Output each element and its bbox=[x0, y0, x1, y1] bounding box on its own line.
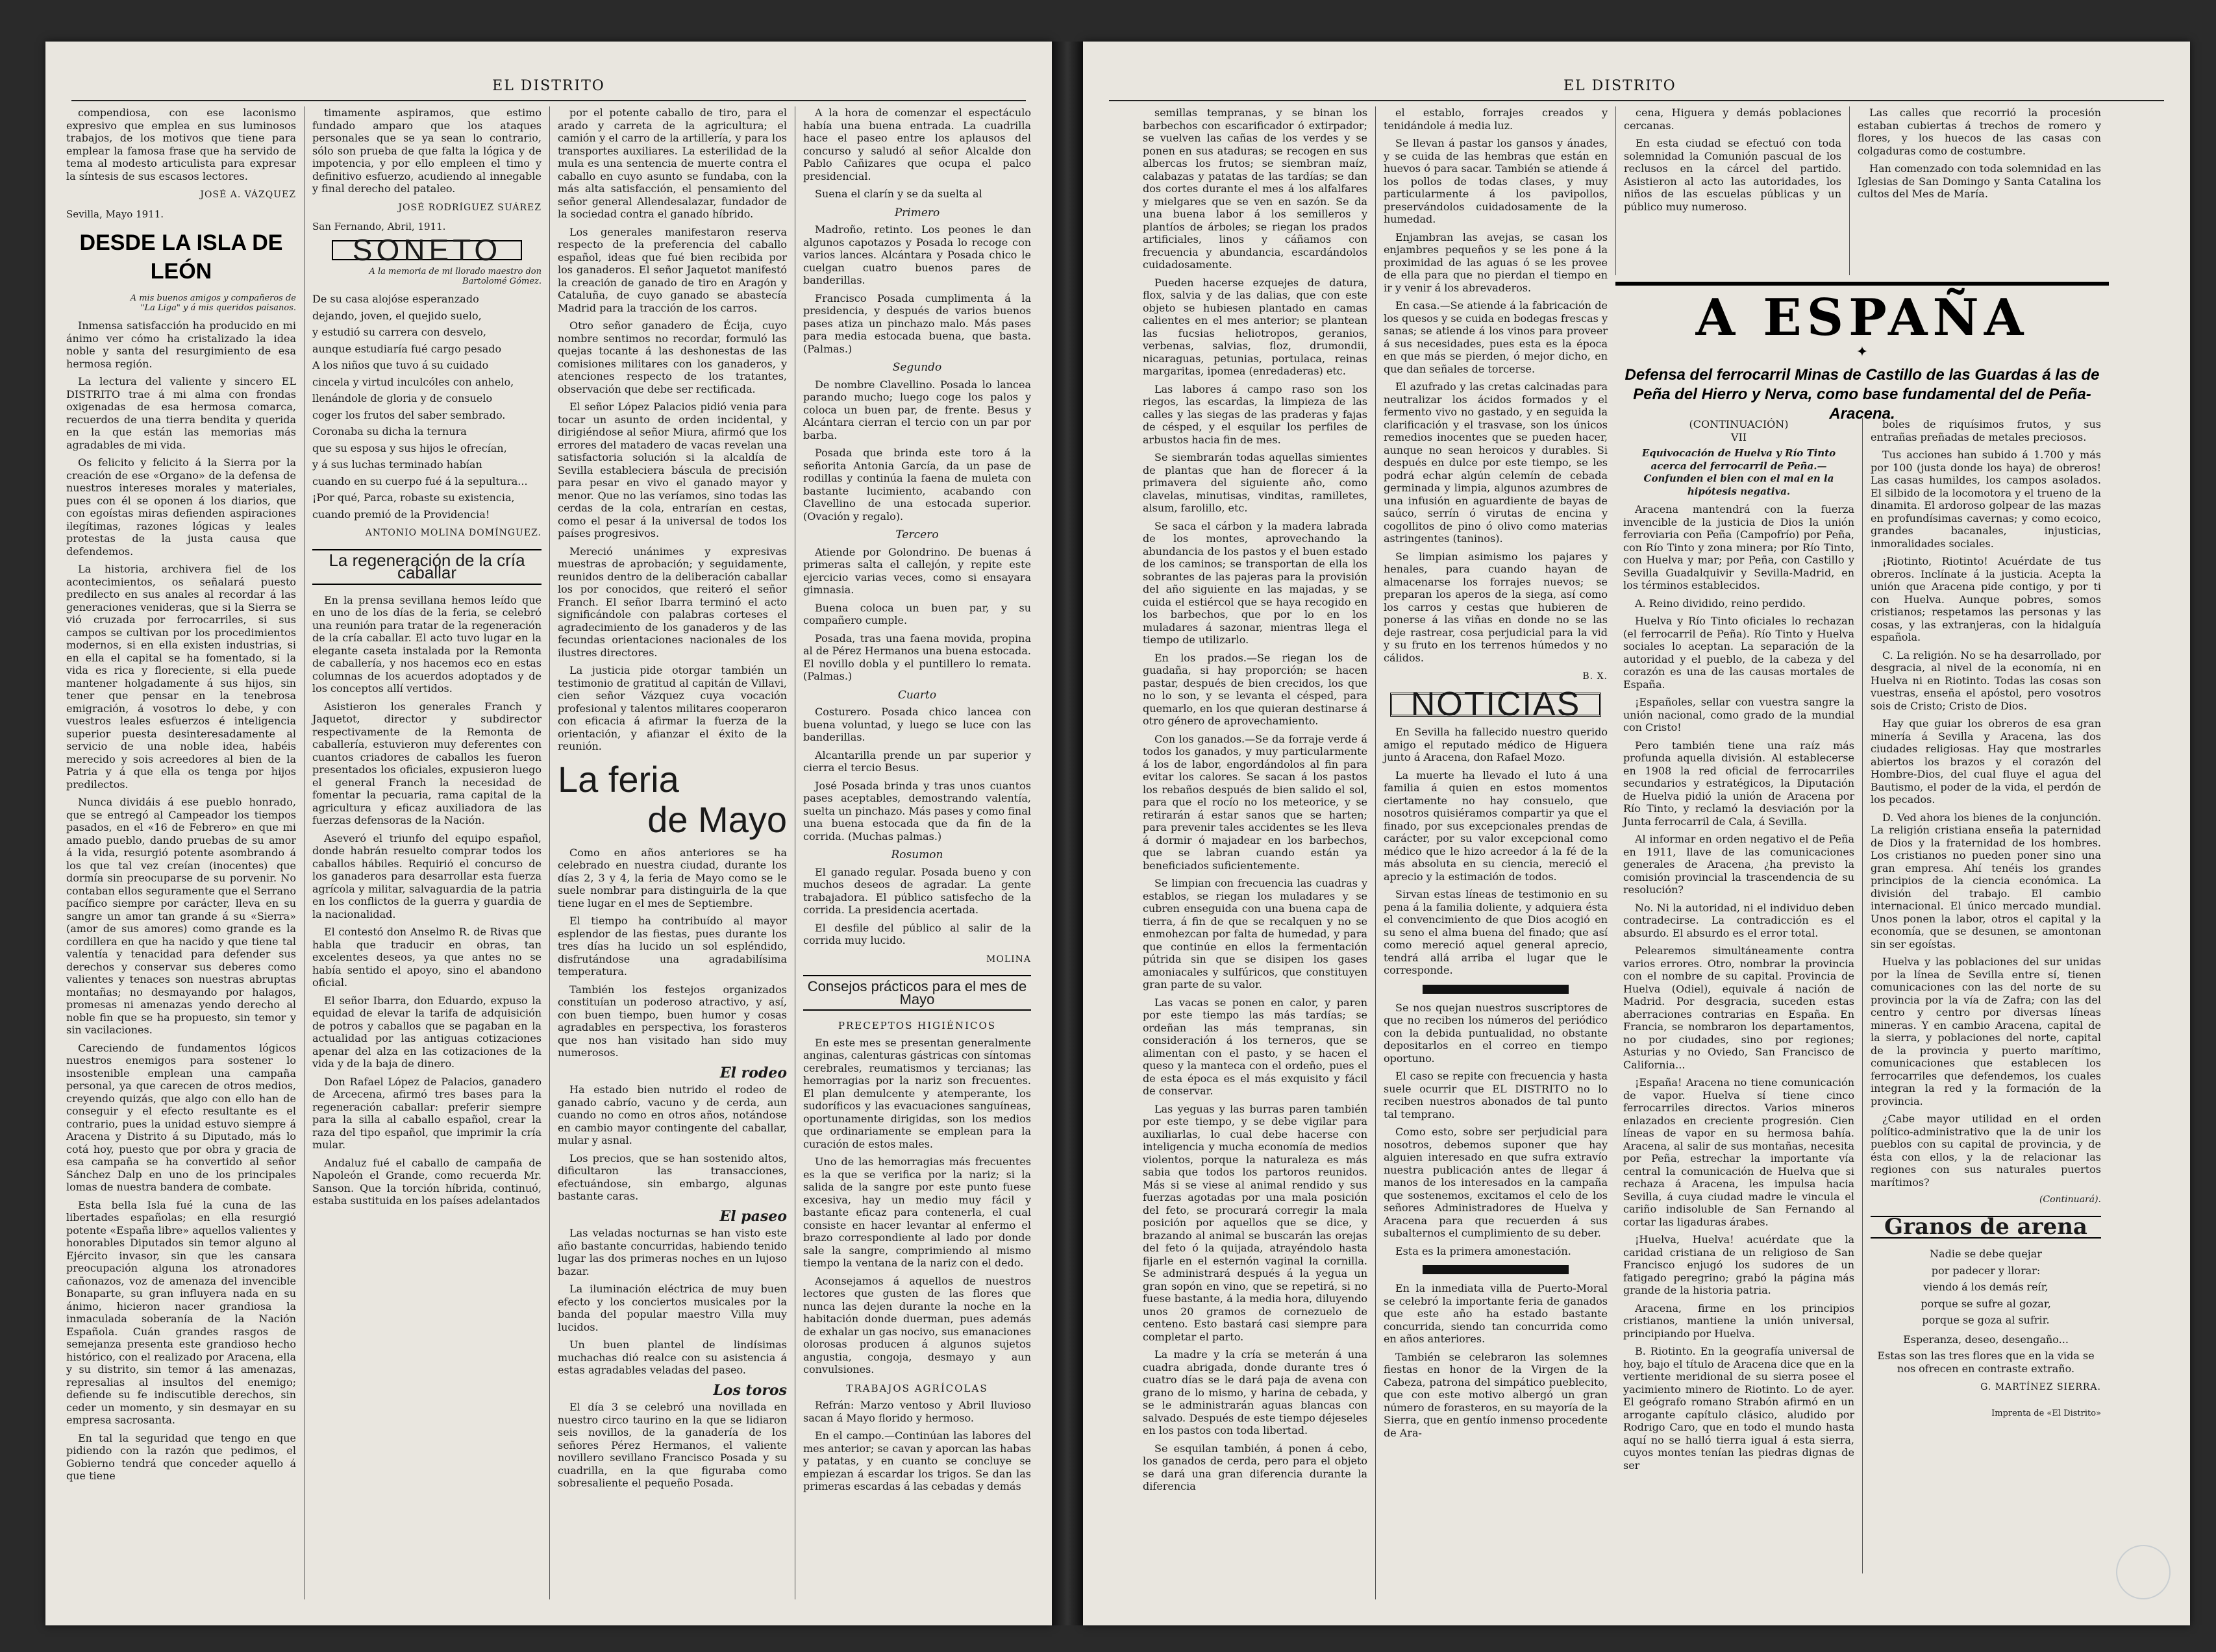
subhead: Tercero bbox=[895, 528, 939, 541]
article-paragraph: Sirvan estas líneas de testimonio en su pena á la familia doliente, y adquiera ésta el convencimiento de que Dios acogió en su seno el alma buena del finado; que así como mereció aquel general aprecio, tendrá allá arriba el lugar que le corresponde. bbox=[1384, 888, 1608, 976]
article-paragraph: La madre y la cría se meterán á una cuadra abrigada, donde durante tres ó cuatro días se le dará paja de avena con grano de lo mismo, y harina de cebada, y se le administrarán aguas blancas con salvado. Después de este tiempo déjeseles en los pastos con toda libertad. bbox=[1143, 1348, 1367, 1436]
article-paragraph: La iluminación eléctrica de muy buen efecto y los conciertos musicales por la banda del popular maestro Villa muy lucidos. bbox=[558, 1283, 787, 1333]
poem-line: A los niños que tuvo á su cuidado bbox=[312, 359, 489, 371]
headline: La regeneración de la cría caballar bbox=[312, 549, 542, 585]
headline: SONETO bbox=[332, 240, 522, 261]
article-paragraph: A la hora de comenzar el espectáculo había una buena entrada. La cuadrilla hace el paseo entre los aplausos del concurso y saludó al señor Alcalde don Pablo Cañizares que ocupa el palco presidencial. bbox=[803, 106, 1031, 182]
article-paragraph: La historia, archivera fiel de los acontecimientos, os señalará puesto predilecto en sus anales al recordar á las generaciones venideras, que si la Sierra se vió cruzada por ferrocarriles, si sus campos se cultivan por los procedimientos modernos, si en ella existen industrias, si en ella el capital se ha fomentado, si la vida es rica y floreciente, si ella puede mantener holgadamente á sus hijos, sin tener que pensar en la tenebrosa emigración, á vosotros lo debe, y con vuestros leales esfuerzos é inteligencia superior puesta desinteresadamente al servicio de una noble idea, habéis merecido y sois acreedores al bien de la Patria y á que ella os tenga por hijos predilectos. bbox=[66, 563, 296, 791]
article-paragraph: B. Riotinto. En la geografía universal de hoy, bajo el título de Aracena dice que en la vertiente meridional de su sierra posee el yacimiento minero de Riotinto. Lo de ayer. El geógrafo romano Strabón afirmó en un arrogante capítulo clásico, aludido por Rodrigo Caro, que en todo el mundo hasta aquí no se halló tierra igual á esta sierra, cuyos montes tenían las piedras dignas de ser bbox=[1623, 1345, 1854, 1472]
dateline: San Fernando, Abril, 1911. bbox=[312, 221, 446, 232]
dedication: A la memoria de mi llorado maestro don Bartolomé Gómez. bbox=[369, 267, 542, 286]
subhead: PRECEPTOS HIGIÉNICOS bbox=[838, 1020, 997, 1031]
signature: ANTONIO MOLINA DOMÍNGUEZ. bbox=[365, 528, 542, 538]
article-paragraph: Suena el clarín y se da suelta al bbox=[815, 188, 982, 200]
article-paragraph: Esta es la primera amonestación. bbox=[1395, 1244, 1571, 1257]
article-paragraph: De nombre Clavellino. Posada lo lancea parando mucho; luego coge los palos y coloca un buen par, de frente. Besus y Alcántara cierran el tercio con un par por barba. bbox=[803, 378, 1031, 441]
article-paragraph: Las yeguas y las burras paren también por este tiempo, y se debe vigilar para auxiliarlas, lo cual debe hacerse con inteligencia y mucha economía de medios violentos, porque la naturaleza es más sabia que todos los partoros reunidos. Más si se viese al animal rendido y sus fuerzas agotadas por una mala posición del feto, se procurará corregir la mala posición por aquellos que se dice, y brazando al animal se buscarán las orejas del feto ó la quijada, atrayéndolo hasta fijarle en el esternón vaginal la cornilla. Se administrará después á la yegua un gran sopón en vino, que se repetirá, si no fuese bastante, á la media hora, diluyendo unos 20 gramos de cornezuelo de centeno. Esto bastará casi siempre para completar el parto. bbox=[1143, 1102, 1367, 1343]
running-head: EL DISTRITO bbox=[492, 78, 605, 94]
headline: DESDE LA ISLA DE LEÓN bbox=[79, 230, 283, 284]
article-paragraph: José Posada brinda y tras unos cuantos pases aceptables, demostrando valentía, suelta un pinchazo. Más pases y como final una buena estocada que da fin de la corrida. (Muchas palmas.) bbox=[803, 779, 1031, 843]
article-paragraph: por el potente caballo de tiro, para el arado y carreta de la agricultura; el camión y el carro de la artillería, y para los transportes auxiliares. La esterilidad de la mula es una sentencia de muerte contra el caballo en cuyo asunto se fundaba, con la más alta satisfacción, el pensamiento del señor general Allendesalazar, fundador de la sociedad contra el ganado híbrido. bbox=[558, 106, 787, 220]
article-paragraph: Buena coloca un buen par, y su compañero cumple. bbox=[803, 601, 1031, 626]
article-paragraph: Se limpian con frecuencia las cuadras y establos, se riegan los muladares y se cubren enseguida con una buena capa de tierra, á fin de que se recalquen y no se enmohezcan por falta de humedad, y para que continúe en ellos la fermentación pútrida sin que se disipen los gases amoniacales y sulfúricos, que constituyen gran parte de su valor. bbox=[1143, 877, 1367, 991]
signature: JOSÉ RODRÍGUEZ SUÁREZ bbox=[398, 202, 542, 213]
article-paragraph: Posada que brinda este toro á la señorita Antonia García, da un pase de rodillas y continúa la faena de muleta con bastante lucimiento, acabando con Clavellino de una estocada superior. (Ovación y regalo). bbox=[803, 447, 1031, 523]
article-paragraph: Al informar en orden negativo el de Peña en 1911, llave de las comunicaciones generales de Aracena, ¿ha previsto la comisión provincial la trascendencia de su resolución? bbox=[1623, 833, 1854, 896]
article-paragraph: En Sevilla ha fallecido nuestro querido amigo el reputado médico de Higuera junto á Aracena, don Rafael Mozo. bbox=[1384, 726, 1608, 763]
article-paragraph: Ha estado bien nutrido el rodeo de ganado cabrío, vacuno y de cerda, aun cuando no como en otros años, notándose en cambio mayor contingente del caballar, mular y asnal. bbox=[558, 1083, 787, 1146]
headline bbox=[558, 759, 787, 840]
article-paragraph: El señor Ibarra, don Eduardo, expuso la equidad de elevar la tarifa de adquisición de potros y caballos que se pagaban en la actualidad por las antiguas cotizaciones apenar del alza en las cotizaciones de la vida y de la baja de dinero. bbox=[312, 994, 542, 1070]
subhead: El paseo bbox=[719, 1207, 787, 1225]
article-paragraph: ¿Cabe mayor utilidad en el orden político-administrativo que la de unir los pueblos con su capital de provincia, y de ésta con ellos, y la de relacionar las regiones con sus naturales puertos marítimos? bbox=[1871, 1113, 2101, 1189]
poem-line: coger los frutos del saber sembrado. bbox=[312, 408, 506, 421]
signature: G. MARTÍNEZ SIERRA. bbox=[1980, 1382, 2101, 1392]
article-paragraph: A. Reino dividido, reino perdido. bbox=[1635, 597, 1806, 610]
poem-line: De su casa alojóse esperanzado bbox=[312, 293, 479, 305]
article-paragraph: También los festejos organizados constituían un poderoso atractivo, y así, con buen tiempo, buen humor y cosas agradables en perspectiva, los forasteros que nos han visitado han sido muy numerosos. bbox=[558, 983, 787, 1059]
article-paragraph: La justicia pide otorgar también un testimonio de gratitud al capitán de Villavi, cien señor Vázquez cuya vocación profesional y talentos militares cooperaron con eficacia á afirmar la fuerza de la orientación, y afianzar el éxito de la reunión. bbox=[558, 664, 787, 752]
article-paragraph: El tiempo ha contribuído al mayor esplendor de las fiestas, pues durante los tres días ha lucido un sol espléndido, disfrutándose una agradabilísima temperatura. bbox=[558, 915, 787, 978]
headline: Granos de arena bbox=[1871, 1216, 2101, 1239]
article-paragraph: timamente aspiramos, que estimo fundado amparo que los ataques personales que se ya sean lo contrario, sólo son prueba de que falta la lógica y de impotencia, y por ello empleen el timo y definitivo esfuerzo, acudiendo al innegable y final derecho del pataleo. bbox=[312, 106, 542, 195]
article-paragraph: Madroño, retinto. Los peones le dan algunos capotazos y Posada lo recoge con varios lances. Alcántara y Posada chico le cuelgan cuatro buenos pares de banderillas. bbox=[803, 223, 1031, 286]
article-paragraph: D. Ved ahora los bienes de la conjunción. La religión cristiana enseña la paternidad de Dios y la fraternidad de los hombres. Los cristianos no pueden poner sino una gran empresa. Ahí tenéis los grandes principios de la ciencia económica. La división del trabajo. El cambio internacional. El único mercado mundial. Unos ponen la labor, otros el capital y la economía, que se desunen, se amontonan sin ser egoístas. bbox=[1871, 811, 2101, 950]
article-paragraph: ¡España! Aracena no tiene comunicación de vapor. Huelva sí tiene cinco ferrocarriles directos. Varios mineros enlazados en creciente progresión. Cien líneas de vapor en su hermosa bahía. Aracena, al salir de sus montañas, necesita por Peña, estrechar la importante vía central la comunicación de Huelva que si rechaza á Aracena, les impulsa hacia Sevilla, á cuya ciudad madre le vincula el cariño indisoluble de San Fernando al cortar las ligaduras árabes. bbox=[1623, 1076, 1854, 1228]
right-page bbox=[1083, 42, 2190, 1625]
article-paragraph: No. Ni la autoridad, ni el individuo deben contradecirse. La contradicción es el absurdo. El absurdo es el error total. bbox=[1623, 901, 1854, 939]
article-paragraph: Careciendo de fundamentos lógicos nuestros enemigos para sostener lo insostenible emplean una campaña personal, ya que carecen de otros medios, creyendo quizás, que algo con ello han de conseguir y el efecto resultante es el contrario, pues la unidad estuvo siempre á Aracena y Distrito á su Diputado, más lo cotá hoy, puesto que por obra y gracia de esa campaña se ha convertido al señor Sánchez Dalp en uno de los principales lomas de nuestra bandera de combate. bbox=[66, 1041, 296, 1193]
section-divider bbox=[1423, 1265, 1569, 1274]
article-paragraph: Huelva y las poblaciones del sur unidas por la línea de Sevilla entre sí, tienen comunicaciones con las del norte de su provincia por la vía de Zafra; con las del centro y centro por diversas líneas mineras. Y en cambio Aracena, capital de la sierra, y poblaciones del norte, capital de la provincia y puerto marítimo, comunicaciones que establecen los ferrocarriles que defendemos, los cuales integran la red y la formación de la provincia. bbox=[1871, 955, 2101, 1107]
article-paragraph: Aracena mantendrá con la fuerza invencible de la justicia de Dios la unión ferroviaria con Peña (Campofrío) por Peña, con Río Tinto y zona minera; por Río Tinto, con Huelva y mar; por Peña, con Castillo y Sevilla Guadalquivir y Sevilla-Madrid, en los términos establecidos. bbox=[1623, 503, 1854, 591]
article-paragraph: En tal la seguridad que tengo en que pidiendo con la razón que pedimos, el Gobierno tendrá que conceder aquello á que tiene bbox=[66, 1431, 296, 1482]
column-4-top bbox=[1849, 106, 2109, 275]
article-paragraph: Posada, tras una faena movida, propina al de Pérez Hermanos una buena estocada. El novillo dobla y el puntillero lo remata. (Palmas.) bbox=[803, 632, 1031, 682]
subdeck: Equivocación de Huelva y Río Tinto acerca del ferrocarril de Peña.—Confunden el bien con el mal en la hipótesis negativa. bbox=[1641, 447, 1836, 497]
ornament: ✦ bbox=[1856, 344, 1869, 360]
poem bbox=[312, 293, 542, 521]
poem-line: dejando, joven, el quejido suelo, bbox=[312, 309, 482, 322]
library-stamp-icon bbox=[2116, 1545, 2171, 1599]
signature: JOSÉ A. VÁZQUEZ bbox=[200, 190, 296, 200]
column-3 bbox=[549, 106, 795, 1599]
article-paragraph: boles de riquísimos frutos, y sus entrañas preñadas de metales preciosos. bbox=[1871, 418, 2101, 443]
article-paragraph: El caso se repite con frecuencia y hasta suele ocurrir que EL DISTRITO no lo reciben nuestros abonados de tal punto tal temprano. bbox=[1384, 1070, 1608, 1120]
article-paragraph: Os felicito y felicito á la Sierra por la creación de ese «Organo» de la defensa de nuestros intereses morales y materiales, pues con él se oponen á los diarios, que con egoístas miras defienden aspiraciones ilegítimas, razones lógicas y leales protestas de la justa causa que defendemos. bbox=[66, 456, 296, 558]
header-rule bbox=[1109, 100, 2164, 101]
article-paragraph: La muerte ha llevado el luto á una familia á quien en estos momentos ciertamente no hay consuelo, que nosotros quisiéramos compartir ya que el finado, por sus excepcionales prendas de carácter, por su valor excepcional como médico que le hizo acreedor á la fé de la más absoluta en su ciencia, mereció el aprecio y la estimación de todos. bbox=[1384, 769, 1608, 883]
article-paragraph: Nunca dividáis á ese pueblo honrado, que se entregó al Campeador los tiempos pasados, en el «16 de Febrero» en que mi amado pueblo, dando pruebas de su amor á la vida, resurgió potente asombrando á los que tal vez creían (inocentes) que dormía sin preocuparse de su porvenir. No contaban ellos seguramente que el Serrano pacífico siempre por carácter, lleva en su sangre un amor tan grande á su «Sierra» (amor de sus amores) como grande es la cordillera en que ha nacido y que tiene tal valentía y tenacidad para defender sus derechos y conservar sus deberes como valientes y tenaces son nuestras abruptas montañas; no desmayando por halagos, promesas ni amenazas yendo derecho al noble fin que se ha propuesto, sin temor y sin vacilaciones. bbox=[66, 796, 296, 1036]
column-1 bbox=[58, 106, 304, 1599]
article-paragraph: El desfile del público al salir de la corrida muy lucido. bbox=[803, 921, 1031, 946]
article-paragraph: Los generales manifestaron reserva respecto de la preferencia del caballo español, ideas que fué bien recibida por los ganaderos. El señor Jaquetot manifestó la creación de ganado de tiro en Aragón y Cataluña, de cuyo ganado se abastecía Madrid para la tracción de los carros. bbox=[558, 225, 787, 314]
header-rule bbox=[71, 100, 1026, 101]
article-paragraph: semillas tempranas, y se binan los barbechos con escarificador ó extirpador; se vuelven las cañas de los verdes y se ponen en sus ataduras; se recogen en sus albercas los frutos; se siembran maíz, calabazas y patatas de las tardías; se dan dos cortes durante el mes á los alfalfares y mielgares que se ven en sazón. Se da una buena labor á los semilleros y plantíos de árboles; se riegan los prados artificiales, linos y cáñamos con frecuencia y abundancia, escardándolos cuidadosamente. bbox=[1143, 106, 1367, 271]
article-paragraph: Se siembrarán todas aquellas simientes de plantas que han de florecer á la primavera del siguiente año, como clavelas, minutisas, vinditas, ramilletes, alsum, farolillo, etc. bbox=[1143, 451, 1367, 514]
poem-line: por padecer y llorar: bbox=[1931, 1264, 2041, 1277]
article-paragraph: Mereció unánimes y expresivas muestras de aprobación; y seguidamente, reunidos dentro de la deliberación caballar los por conocidos, que reiteró el señor Franch. El señor Ibarra terminó el acto significándole con palabras corteses el agradecimiento de los ganaderos y de las fecundas orientaciones nacionales de los ilustres directores. bbox=[558, 545, 787, 659]
article-paragraph: Uno de las hemorragias más frecuentes es la que se verifica por la nariz; si la salida de la sangre por este punto fuese excesiva, hay un medio muy fácil y bastante eficaz para contenerla, el cual consiste en hacer levantar al enfermo el brazo correspondiente al lado por donde sale la sangre, comprimiendo al mismo tiempo la ventana de la nariz con el dedo. bbox=[803, 1155, 1031, 1269]
column-3-top bbox=[1615, 106, 1849, 275]
article-paragraph: También se celebraron las solemnes fiestas en honor de la Virgen de la Cabeza, patrona del simpático pueblecito, que con este motivo albergó un gran número de forasteros, en su mayoría de la Sierra, que en gentío inmenso procedente de Ara- bbox=[1384, 1350, 1608, 1439]
article-paragraph: Las labores á campo raso son los riegos, las escardas, la limpieza de las calles y las siegas de las praderas y fajas de césped, y el esquilar los perfiles de arbustos hacia fin de mes. bbox=[1143, 382, 1367, 446]
article-paragraph: Aracena, firme en los principios cristianos, mantiene la unión universal, principiando por Huelva. bbox=[1623, 1301, 1854, 1340]
imprint: Imprenta de «El Distrito» bbox=[1991, 1408, 2101, 1418]
running-head: EL DISTRITO bbox=[1563, 78, 1676, 94]
poem bbox=[1871, 1248, 2101, 1375]
article-paragraph: Inmensa satisfacción ha producido en mi ánimo ver cómo ha cristalizado la idea noble y santa del resurgimiento de esa hermosa región. bbox=[66, 319, 296, 370]
poem-line: cuando premió de la Providencia! bbox=[312, 508, 490, 521]
continuation-label: (CONTINUACIÓN) bbox=[1689, 418, 1789, 430]
signature: MOLINA bbox=[986, 954, 1031, 965]
poem-line: cuando en su cuerpo fué á la sepultura... bbox=[312, 475, 528, 487]
subhead: El rodeo bbox=[719, 1064, 787, 1081]
column-1 bbox=[1135, 106, 1375, 1599]
poem-line: que su esposa y sus hijos le ofrecían, bbox=[312, 441, 507, 454]
article-paragraph: Como esto, sobre ser perjudicial para nosotros, debemos suponer que hay alguien interesado en que sufra extravío nuestra publicación antes de llegar á manos de los interesados en la campaña que sostenemos, excitamos el celo de los señores Administradores de Huelva y Aracena para que recuerden á sus subalternos el cumplimiento de su deber. bbox=[1384, 1126, 1608, 1239]
article-paragraph: El día 3 se celebró una novillada en nuestro circo taurino en la que se lidiaron seis novillos, de la ganadería de los señores Pérez Hermanos, el valiente novillero sevillano Francisco Posada y su cuadrilla, en la que figuraba como sobresaliente el pequeño Posada. bbox=[558, 1401, 787, 1489]
article-paragraph: Refrán: Marzo ventoso y Abril lluvioso sacan á Mayo florido y hermoso. bbox=[803, 1399, 1031, 1424]
article-paragraph: Se esquilan también, á ponen á cebo, los ganados de cerda, pero para el objeto se dará una gran diferencia durante la diferencia bbox=[1143, 1442, 1367, 1492]
article-paragraph: Aseveró el triunfo del equipo español, donde habrán resuelto comprar todos los caballos hábiles. Requirió el concurso de los ganaderos para desarrollar esta fuerza agrícola y militar, salvaguardia de la patria en los conflictos de la guerra y guardia de la nacionalidad. bbox=[312, 832, 542, 920]
article-paragraph: En los prados.—Se riegan los de guadaña, si hay proporción; se hacen pastar, después de bien crecidos, los que no lo son, y se levanta el césped, para quemarlo, en los que quieran destinarse á otro género de aprovechamiento. bbox=[1143, 651, 1367, 727]
subhead: Cuarto bbox=[897, 688, 937, 702]
gutter bbox=[1052, 42, 1083, 1625]
article-paragraph: Con los ganados.—Se da forraje verde á todos los ganados, y muy particularmente á los de labor, engordándolos al fin para evitar los calores. Se sacan á los pastos los rebaños después de bien salido el sol, para que el rocío no los meteorice, y se retirarán á estar sanos que se harten; para prevenir tales accidentes se les lleva á dormir ó majadear en los barbechos, que se labran cuando están ya beneficiados suficientemente. bbox=[1143, 732, 1367, 872]
article-paragraph: Pero también tiene una raíz más profunda aquella división. Al establecerse en 1908 la red oficial de ferrocarriles secundarios y estratégicos, la Diputación de Huelva pidió la unión de Aracena por Río Tinto, y reclamó la desviación por la Junta ferrocarril de Cala, á Sevilla. bbox=[1623, 739, 1854, 828]
article-paragraph: El azufrado y las cretas calcinadas para neutralizar los ácidos formados y el fermento vivo no gastado, y en seguida la clarificación y el trasvase, son los únicos remedios inocentes que se pueden hacer, aunque no sean heroicos y durables. Si después en dulce por este tiempo, se les podrá echar algún celemín de cebada germinada y limpia, algunos azumbres de una infusión en aguardiente de bayas de saúco, serrín ó virutas de encina y cogollitos de pino ó olivo como materias astringentes (taninos). bbox=[1384, 380, 1608, 545]
article-paragraph: Tus acciones han subido á 1.700 y más por 100 (justa donde los haya) de obreros! Las casas humildes, los campos asolados. El silbido de la locomotora y el trueno de la dinamita. El ardoroso golpear de las mazas en profundísimas cavernas; y como ecoico, grandes bacanales, injusticias, inmoralidades sociales. bbox=[1871, 449, 2101, 550]
poem-line: porque se sufre al gozar, bbox=[1921, 1297, 2051, 1310]
article-paragraph: Se limpian asimismo los pajares y henales, para cuando hayan de almacenarse los forrajes nuevos; se preparan los aperos de la siega, así como los carros y cestas que hubieren de ponerse á las viñas en donde no se las deje rastrear, cosa perjudicial para la vid y su fruto en los terrenos húmedos y no cálidos. bbox=[1384, 550, 1608, 664]
article-paragraph: Han comenzado con toda solemnidad en las Iglesias de San Domingo y Santa Catalina los cultos del Mes de María. bbox=[1858, 162, 2101, 200]
article-paragraph: Andaluz fué el caballo de campaña de Napoleón el Grande, como recuerda Mr. Sanson. Que la torción híbrida, continuó, estaba sustituida en los países adelantados bbox=[312, 1156, 542, 1207]
article-paragraph: En el campo.—Continúan las labores del mes anterior; se cavan y aporcan las habas y patatas, y en cuanto se concluye se empiezan á escardar los trigos. Se dan las primeras escardas á las cebadas y demás bbox=[803, 1429, 1031, 1492]
poem-line: Coronaba su dicha la ternura bbox=[312, 425, 467, 438]
article-paragraph: Las calles que recorrió la procesión estaban cubiertas á trechos de romero y flores, y los huecos de las casas con colgaduras como de costumbre. bbox=[1858, 106, 2101, 157]
article-paragraph: Alcantarilla prende un par superior y cierra el tercio Besus. bbox=[803, 748, 1031, 774]
article-paragraph: La lectura del valiente y sincero EL DISTRITO trae á mi alma con frondas oxigenadas de esa hermosa comarca, recuerdos de una tierra bendita y querida en la que están las memorias más agradables de mi vida. bbox=[66, 375, 296, 451]
poem-line: Estas son las tres flores que en la vida se nos ofrecen en contraste extraño. bbox=[1877, 1350, 2095, 1375]
headline: Consejos prácticos para el mes de Mayo bbox=[803, 975, 1031, 1011]
continued-note: (Continuará). bbox=[2039, 1194, 2101, 1205]
poem-line: porque se goza al sufrir. bbox=[1922, 1314, 2050, 1326]
article-paragraph: Pelearemos simultáneamente contra varios errores. Otro, nombrar la provincia con el nombre de su capital. Provincia de Huelva (Odiel), equivale á nación de Madrid. Por desgracia, suceden estas aberraciones contrarias en España. En Francia, se nombraron los departamentos, no por ciudades, sino por regiones; Asturias y no Oviedo, San Francisco de California... bbox=[1623, 944, 1854, 1071]
poem-line: aunque estudiaría fué cargo pesado bbox=[312, 342, 502, 355]
article-paragraph: Otro señor ganadero de Écija, cuyo nombre sentimos no recordar, formuló las quejas tocante á las deshonestas de las comisiones militares con los ganaderos, y atenciones respecto de los tratantes, observación que debe ser rectificada. bbox=[558, 319, 787, 395]
section-divider bbox=[1423, 985, 1569, 994]
column-4 bbox=[795, 106, 1039, 1599]
column-2 bbox=[304, 106, 549, 1599]
section-number: VII bbox=[1730, 430, 1747, 443]
subhead: Los toros bbox=[713, 1381, 787, 1399]
article-paragraph: C. La religión. No se ha desarrollado, por desgracia, al nivel de la economía, ni en Huelva ni en Riotinto. Todas las cosas son vuestras, enseña el apóstol, pero vosotros sois de Cristo; Cristo de Dios. bbox=[1871, 648, 2101, 712]
article-paragraph: cena, Higuera y demás poblaciones cercanas. bbox=[1624, 106, 1841, 132]
article-paragraph: Se nos quejan nuestros suscriptores de que no reciben los números del periódico con la debida puntualidad, no obstante depositarlos en el correo en tiempo oportuno. bbox=[1384, 1001, 1608, 1065]
article-paragraph: Francisco Posada cumplimenta á la presidencia, y después de varios buenos pases atiza un pinchazo malo. Más pases para media estocada buena, que basta. (Palmas.) bbox=[803, 291, 1031, 355]
article-paragraph: ¡Huelva, Huelva! acuérdate que la caridad cristiana de un religioso de San Francisco enjugó los sudores de un fatigado peregrino; grabó la página más grande de la historia patria. bbox=[1623, 1233, 1854, 1296]
headline: A ESPAÑA bbox=[1695, 288, 2029, 347]
article-paragraph: Las vacas se ponen en calor, y paren por este tiempo las más tardías; se ordeñan las más tempranas, sin consideración á los terneros, que se alimentan con el pasto, y se hacen el queso y la manteca con el ordeño, pues el de esta época es el más exquisito y fácil de conservar. bbox=[1143, 996, 1367, 1097]
subhead: Primero bbox=[894, 206, 940, 219]
subhead: TRABAJOS AGRÍCOLAS bbox=[846, 1382, 988, 1394]
heavy-rule bbox=[1615, 282, 2109, 286]
article-paragraph: En esta ciudad se efectuó con toda solemnidad la Comunión pascual de los reclusos en la cárcel del partido. Asistieron al acto las autoridades, los niños de las escuelas públicas y un público muy numeroso. bbox=[1624, 137, 1841, 213]
deck: Defensa del ferrocarril Minas de Castillo de las Guardas á las de Peña del Hierro y Nerva, como base fundamental del de Peña-Aracena. bbox=[1625, 366, 2100, 423]
article-paragraph: Como en años anteriores se ha celebrado en nuestra ciudad, durante los días 2, 3 y 4, la feria de Mayo como se le suele nombrar para distinguirla de la que tiene lugar en el mes de Septiembre. bbox=[558, 846, 787, 909]
article-paragraph: compendiosa, con ese laconismo expresivo que emplea en sus luminosos trabajos, de los motivos que tiene para emplear la famosa frase que ha servido de tema al modesto articulista para expresar la síntesis de sus escasos lectores. bbox=[66, 106, 296, 182]
subhead: Segundo bbox=[892, 361, 942, 374]
poem-line: y á sus luchas terminado habían bbox=[312, 458, 482, 471]
article-paragraph: Las veladas nocturnas se han visto este año bastante concurridas, habiendo tenido lugar las dos primeras noches en un lujoso bazar. bbox=[558, 1227, 787, 1277]
article-paragraph: Atiende por Golondrino. De buenas á primeras salta el callejón, y repite este ejercicio varias veces, como si ensayara gimnasia. bbox=[803, 545, 1031, 596]
subhead: Rosumon bbox=[891, 848, 943, 861]
poem-line: viendo á los demás reír, bbox=[1923, 1281, 2048, 1293]
article-paragraph: Asistieron los generales Franch y Jaquetot, director y subdirector respectivamente de la Remonta de caballería, estuvieron muy deferentes con cuantos criadores de caballos les fueron presentados los oficiales, expusieron luego el general Franch la necesidad de fomentar la pecuaria, rama capital de la agricultura y eficaz auxiliadora de las fuerzas defensoras de la Nación. bbox=[312, 700, 542, 826]
article-paragraph: Pueden hacerse ezquejes de datura, flox, salvia y de las dalias, que con este objeto se hubiesen plantado en camas calientes en el mes anterior; se plantean las fucsias heliotropos, geranios, verbenas, salvias, floz, drumondii, nicaraguas, petunias, portulaca, reinas margaritas, ipomea (enredaderas) etc. bbox=[1143, 276, 1367, 377]
headline: NOTICIAS bbox=[1390, 693, 1601, 717]
article-paragraph: En la inmediata villa de Puerto-Moral se celebró la importante feria de ganados que este año ha estado bastante concurrida, siendo tan concurrida como en años anteriores. bbox=[1384, 1282, 1608, 1345]
poem-line: y estudió su carrera con desvelo, bbox=[312, 326, 487, 338]
article-paragraph: Enjambran las avejas, se casan los enjambres pequeños y se les pone á la proximidad de las aguas ó se les provee de ella para que no pierdan el tiempo en ir y venir á los abrevaderos. bbox=[1384, 230, 1608, 294]
article-paragraph: En casa.—Se atiende á la fabricación de los quesos y se cuida en bodegas frescas y sanas; se atiende á los vinos para proveer á sus necesidades, pues esta es la época en que más se pierden, ó mejor dicho, en que dan señales de torcerse. bbox=[1384, 299, 1608, 375]
poem-line: cincela y virtud inculcóles con anhelo, bbox=[312, 375, 514, 388]
article-paragraph: Se saca el cárbon y la madera labrada de los montes, aprovechando la abundancia de los pastos y el buen estado de los caminos; se transportan de ella los sobrantes de las pajeras para la provisión del año siguiente en las majadas, y se cuida el estiércol que se haya recogido en los barbechos, que por lo en los muladares á sazonar, mientras llega el tiempo de utilizarlo. bbox=[1143, 519, 1367, 646]
article-paragraph: Hay que guiar los obreros de esa gran minería á Sevilla y Aracena, las dos ciudades religiosas. Hay que mostrarles abiertos los brazos y el corazón del Hombre-Dios, del cual fluye el agua del Bautismo, el poder de la vida, el perdón de los pecados. bbox=[1871, 717, 2101, 806]
espana-article bbox=[1615, 282, 2109, 1599]
espana-column-right bbox=[1862, 418, 2109, 1573]
article-paragraph: Los precios, que se han sostenido altos, dificultaron las transacciones, efectuándose, sin embargo, algunas bastante caras. bbox=[558, 1152, 787, 1202]
espana-column-left bbox=[1615, 418, 1862, 1573]
left-page bbox=[45, 42, 1052, 1625]
article-paragraph: El contestó don Anselmo R. de Rivas que habla que traducir en obras, tan excelentes deseos, ya que antes no se había sentido el apoyo, sino el abandono oficial. bbox=[312, 926, 542, 989]
article-paragraph: El ganado regular. Posada bueno y con muchos deseos de agradar. La gente trabajadora. El público satisfecho de la corrida. La presidencia acertada. bbox=[803, 865, 1031, 916]
dedication: A mis buenos amigos y compañeros de "La Liga" y á mis queridos paisanos. bbox=[130, 293, 296, 313]
article-paragraph: Don Rafael López de Palacios, ganadero de Arcecena, afirmó tres bases para la regeneración caballar: preferir siempre para la silla al caballo español, crear la raza del tipo español, que imprimir la cría mular. bbox=[312, 1075, 542, 1151]
article-paragraph: En este mes se presentan generalmente anginas, calenturas gástricas con síntomas cerebrales, reumatismos y tercianas; las hemorragias por la nariz son frecuentes. El plan demulcente y atemperante, los sudoríficos y las evacuaciones sanguíneas, oportunamente dirigidas, son los medios que ordinariamente se emplean para la curación de estos males. bbox=[803, 1036, 1031, 1150]
poem-line: Nadie se debe quejar bbox=[1930, 1248, 2042, 1260]
poem-line: ¡Por qué, Parca, robaste su existencia, bbox=[312, 491, 515, 504]
signature: B. X. bbox=[1582, 671, 1608, 682]
article-paragraph: El señor López Palacios pidió venia para tocar un asunto de orden incidental, y dirigiéndose al señor Miura, afirmó que los errores del matadero de vacas revelan una satisfactoria solución si la alcaldía de Sevilla estableciera báscula de precisión para pesar en vivo el ganado mayor y menor. Que no las veríamos, sino todas las cerdas de la cola, entrarían en cestas, como el pesar á la universal de todos los países progresivos. bbox=[558, 401, 787, 539]
article-paragraph: ¡Riotinto, Riotinto! Acuérdate de tus obreros. Inclínate á la justicia. Acepta la unión que Aracena pide contigo, y por ti con Huelva. Aunque pobres, somos cristianos; respetamos las personas y las cosas, y las extranjeras, con la hidalguía española. bbox=[1871, 555, 2101, 643]
article-paragraph: Aconsejamos á aquellos de nuestros lectores que gusten de las flores que nunca las dejen durante la noche en la habitación donde duerman, pues además de exhalar un gas nocivo, sus emanaciones olorosas producen á algunos sujetos angustia, congoja, desmayo y aun convulsiones. bbox=[803, 1274, 1031, 1375]
poem-line: Esperanza, deseo, desengaño... bbox=[1903, 1333, 2069, 1346]
poem-line: llenándole de gloria y de consuelo bbox=[312, 392, 493, 404]
article-paragraph: Huelva y Río Tinto oficiales lo rechazan (el ferrocarril de Peña). Río Tinto y Huelva sociales lo aceptan. La separación de la autoridad y el pueblo, de la cabeza y del corazón es una de las causas mortales de España. bbox=[1623, 615, 1854, 691]
article-paragraph: el establo, forrajes creados y tenidándole á media luz. bbox=[1384, 106, 1608, 132]
article-paragraph: Esta bella Isla fué la cuna de las libertades españolas; en ella resurgió potente «España libre» aquellos valientes y honorables Diputados sin temor alguno al Ejército invasor, sin que les cansara preocupación alguna los atronadores cañonazos, voz de amenaza del invencible Bonaparte, su gran influyera nada en su ánimo, hicieron nacer grandiosa la inmaculada soberanía de la Nación Española. Cuán grandes rasgos de semejanza presenta este grandioso hecho histórico, con el realizado por Aracena, ella y su distrito, sin temor á las amenazas, represalias al insultos del enemigo; defiende su fe indiscutible derechos, sin ceder un momento, y sin desmayar en su empresa sacrosanta. bbox=[66, 1198, 296, 1426]
headline-line: de Mayo bbox=[647, 798, 787, 840]
article-paragraph: ¡Españoles, sellar con vuestra sangre la unión nacional, como grado de la mundial con Cristo! bbox=[1623, 696, 1854, 734]
headline-line: La feria bbox=[558, 758, 679, 800]
article-paragraph: Costurero. Posada chico lancea con buena voluntad, y luego se luce con las banderillas. bbox=[803, 706, 1031, 743]
article-paragraph: En la prensa sevillana hemos leído que en uno de los días de la feria, se celebró una reunión para tratar de la regeneración de la cría caballar. El acto tuvo lugar en la elegante caseta instalada por la Remonta de caballería, y nos hacemos eco en estas columnas de los acuerdos adoptados y de los conceptos allí vertidos. bbox=[312, 593, 542, 695]
article-paragraph: Se llevan á pastar los gansos y ánades, y se cuida de las hembras que están en huevos ó para sacar. También se atiende á los pollos de todas clases, y muy particularmente á los pavipollos, preservándolos cuidadosamente de la humedad. bbox=[1384, 137, 1608, 225]
column-2 bbox=[1375, 106, 1615, 1599]
article-paragraph: Un buen plantel de lindísimas muchachas dió realce con su asistencia á estas agradables veladas del paseo. bbox=[558, 1338, 787, 1376]
dateline: Sevilla, Mayo 1911. bbox=[66, 208, 164, 220]
